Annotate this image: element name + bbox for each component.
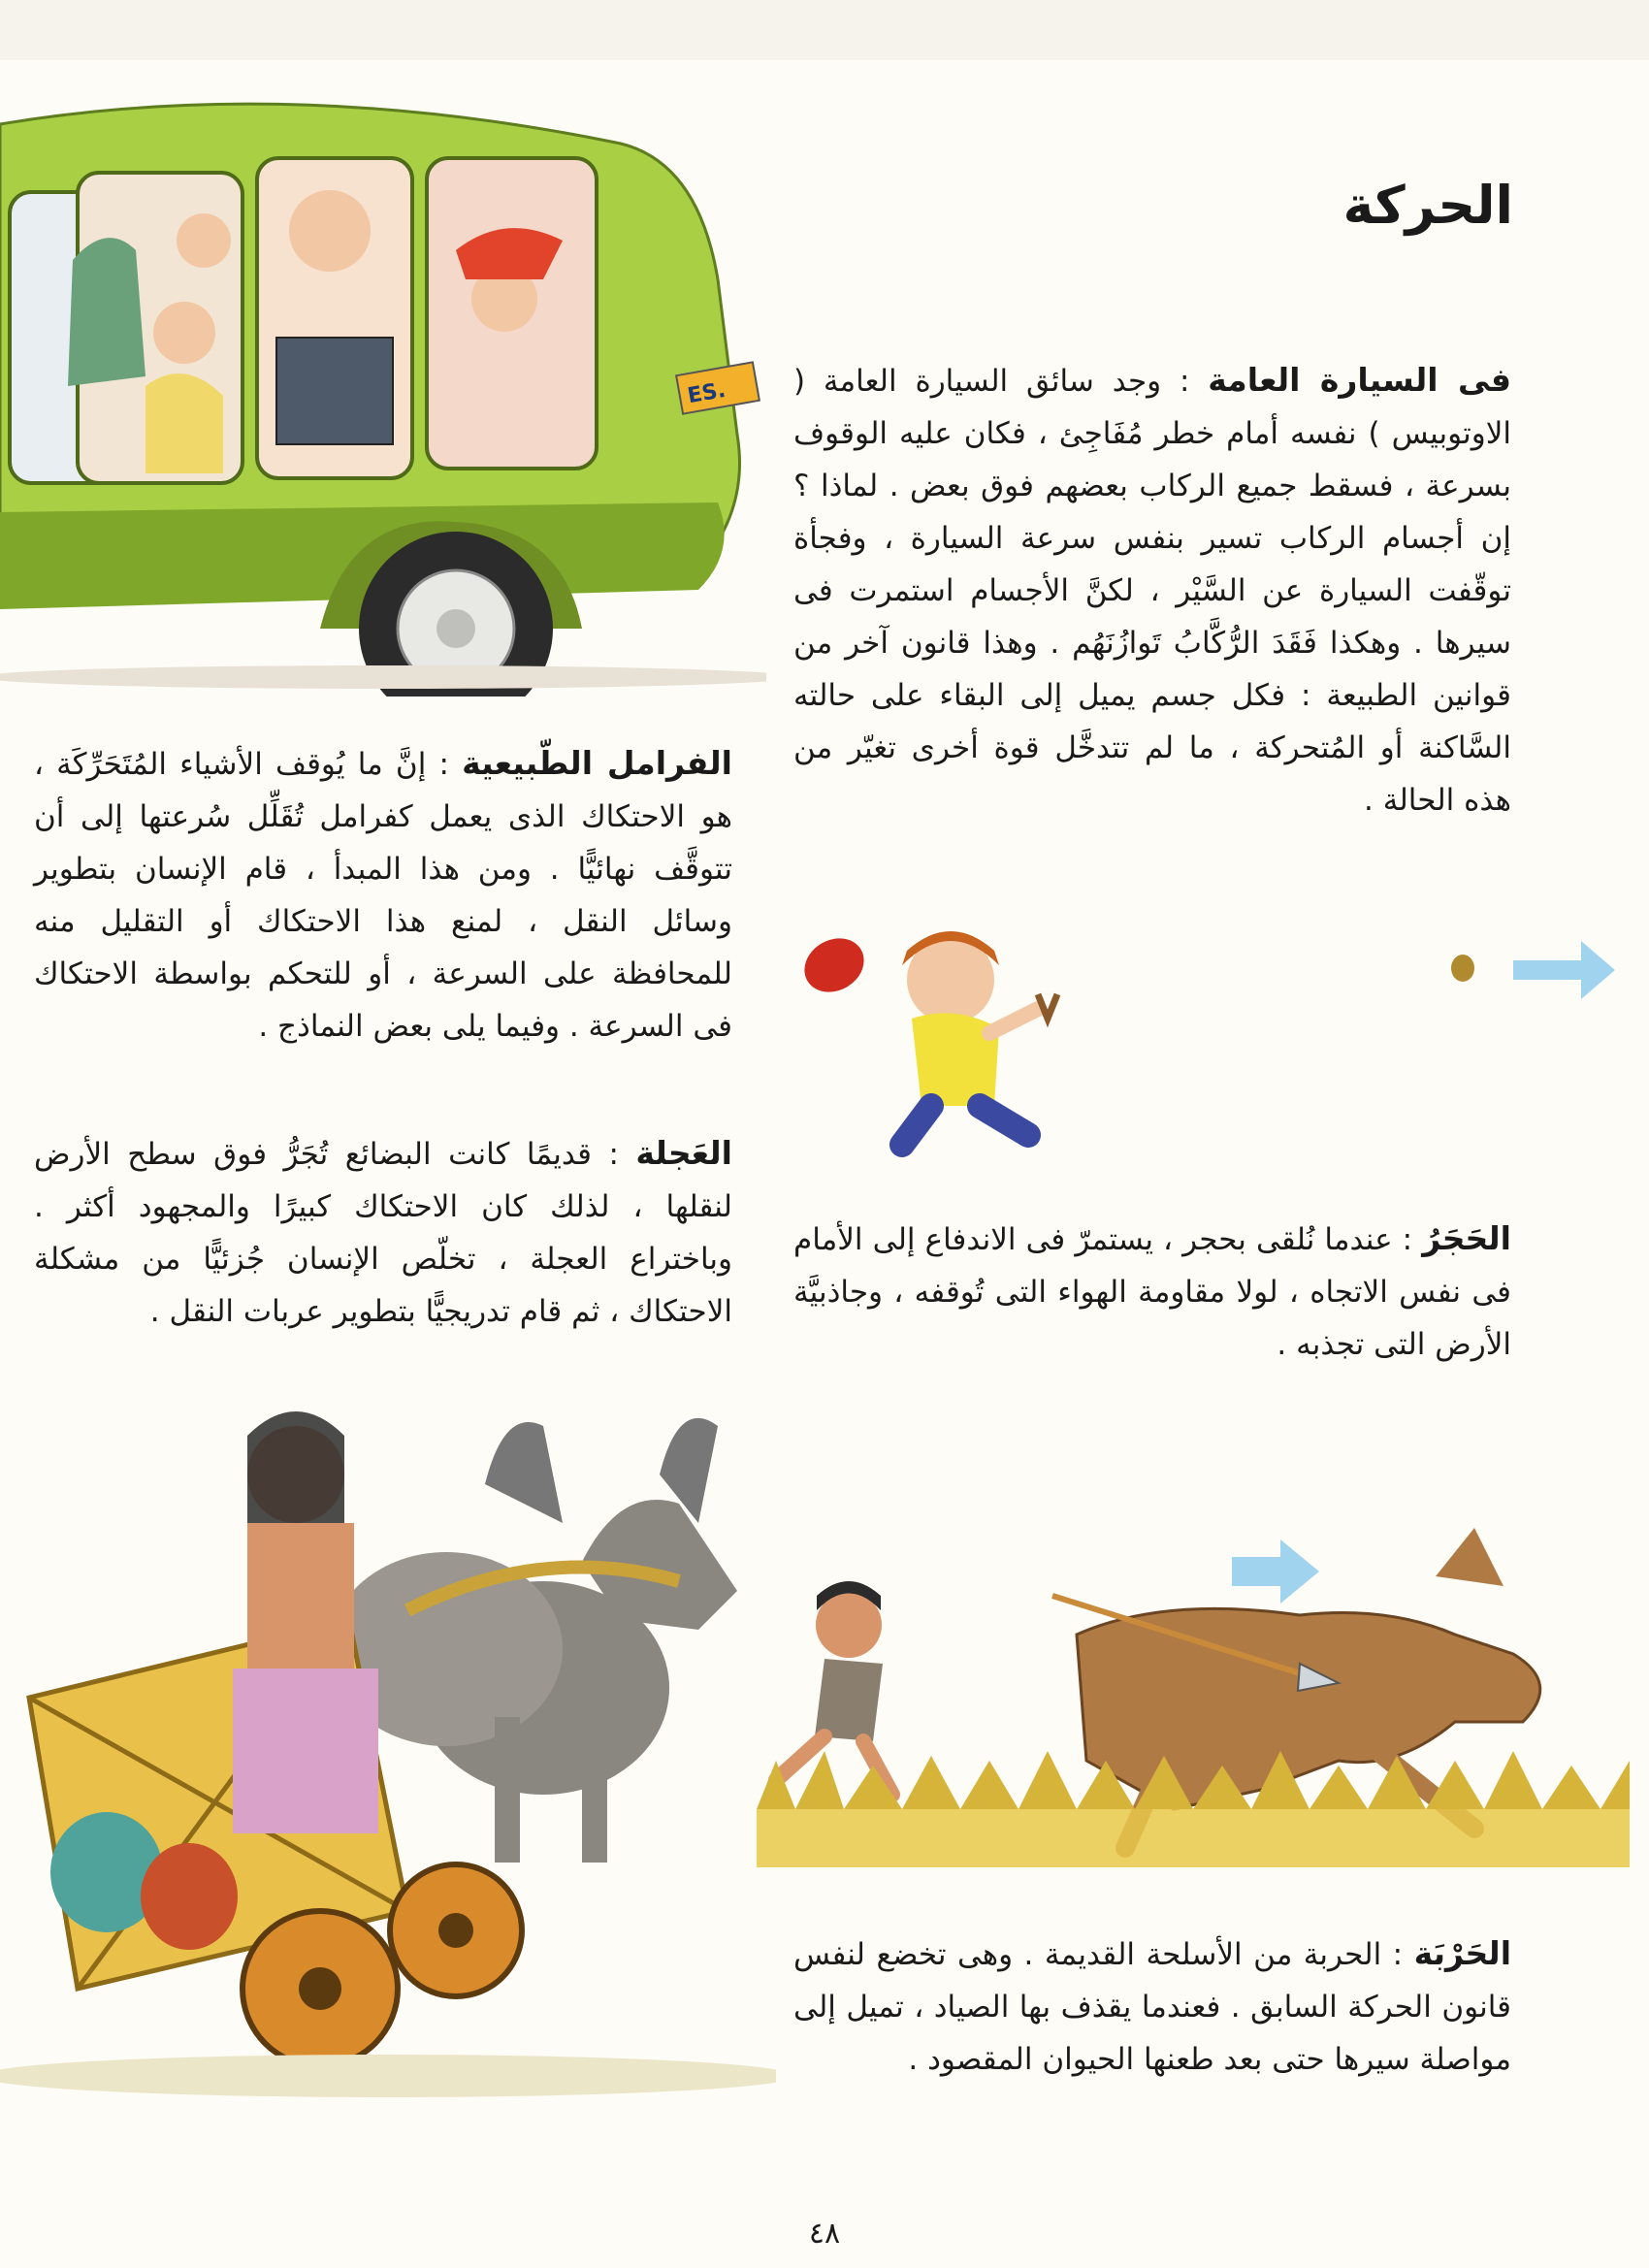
donkey-cart-illustration [0,1368,776,2115]
page-title: الحركة [1342,175,1513,236]
text-wheel: : قديمًا كانت البضائع تُجَرُّ فوق سطح الأرض لنقلها ، لذلك كان الاحتكاك كبيرًا والمجهود أكثر . وباختراع العجلة ، تخلّص الإنسان جُزئيًّا من مشكلة الاحتكاك ، ثم قام تدريجيًّا بتطوير عربات النقل . [34,1137,732,1329]
term-brakes: الفرامل الطّبيعية [462,744,732,782]
term-stone: الحَجَرُ [1422,1219,1511,1257]
text-spear: : الحربة من الأسلحة القديمة . وهى تخضع لنفس قانون الحركة السابق . فعندما يقذف بها الصياد ، تميل إلى مواصلة سيرها حتى بعد طعنها الحيوان المقصود . [793,1937,1511,2077]
bus-illustration [0,85,766,697]
term-spear: الحَرْبَة [1413,1934,1512,1972]
section-wheel [34,1127,732,1338]
slingshot-boy-illustration [795,873,1630,1164]
section-brakes [34,737,732,1053]
term-wheel: العَجلة [635,1134,732,1172]
page-number: ٤٨ [808,2217,841,2251]
page-top-edge [0,0,1649,60]
text-brakes: : إنَّ ما يُوقف الأشياء المُتَحَرِّكَة ، هو الاحتكاك الذى يعمل كفرامل تُقَلِّل سُرعتها إلى أن تتوقَّف نهائيًّا . ومن هذا المبدأ ، قام الإنسان بتطوير وسائل النقل ، لمنع هذا الاحتكاك أو التقليل منه للمحافظة على السرعة ، أو للتحكم بواسطة الاحتكاك فى السرعة . وفيما يلى بعض النماذج . [34,747,732,1044]
section-spear [793,1928,1511,2086]
bus-plate-text: ES. [685,377,728,409]
text-bus: : وجد سائق السيارة العامة ( الاوتوبيس ) نفسه أمام خطر مُفَاجِئ ، فكان عليه الوقوف بسرعة ، فسقط جميع الركاب بعضهم فوق بعض . لماذا ؟ إن أجسام الركاب تسير بنفس سرعة السيارة ، وفجأة توقّفت السيارة عن السَّيْر ، لكنَّ الأجسام استمرت فى سيرها . وهكذا فَقَدَ الرُّكَّابُ تَوازُنَهُم . وهذا قانون آخر من قوانين الطبيعة : فكل جسم يميل إلى البقاء على حالته السَّاكنة أو المُتحركة ، ما لم تتدخَّل قوة أخرى تغيّر من هذه الحالة . [793,364,1511,818]
spear-hunt-illustration [757,1518,1630,1887]
section-bus [793,354,1511,826]
text-stone: : عندما نُلقى بحجر ، يستمرّ فى الاندفاع إلى الأمام فى نفس الاتجاه ، لولا مقاومة الهواء التى تُوقفه ، وجاذبيَّة الأرض التى تجذبه . [793,1222,1511,1362]
term-bus: فى السيارة العامة [1208,361,1512,399]
section-stone [793,1213,1511,1371]
